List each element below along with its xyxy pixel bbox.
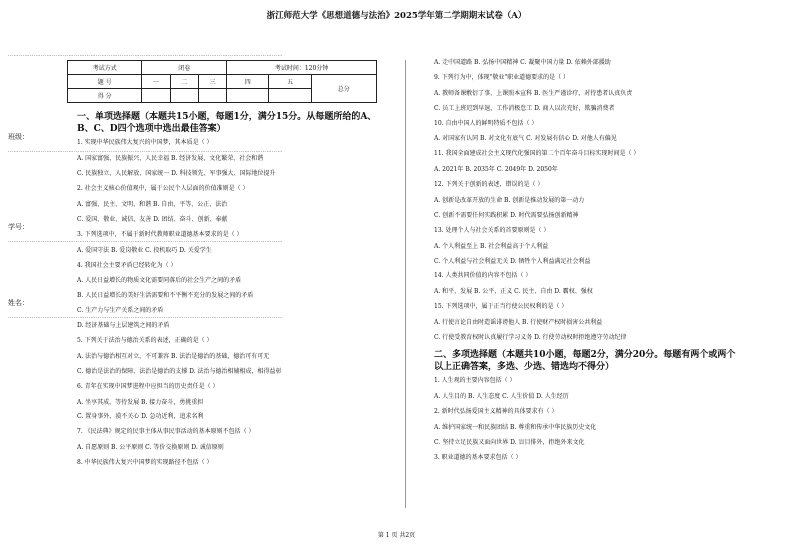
score-table: [67, 60, 377, 103]
student-id-label: 学号：: [8, 223, 29, 231]
section-heading: 一、单项选择题（本题共15小题，每题1分，满分15分。从每题所给的A、B、C、D四个选项中选出最佳答案）: [77, 112, 377, 134]
dotted-line: ……………………………………………………………………………………………………………………………………: [8, 238, 283, 244]
question-text: 5. 下列关于法治与德治关系的表述，正确的是（ ）: [77, 336, 213, 344]
dotted-line: ……………………………………………………………………………………………………………………………………: [8, 314, 283, 320]
question-text: 3. 下列选项中，不属于新时代教师职业道德基本要求的是（ ）: [77, 230, 243, 238]
question-text: 15. 下列选项中，属于正当行使公民权利的是（ ）: [434, 303, 568, 311]
right-column: [434, 60, 739, 471]
answer-options: C. 个人利益与社会利益无关 D. 牺牲个人利益满足社会利益: [434, 257, 591, 265]
answer-options: A. 富强、民主、文明、和谐 B. 自由、平等、公正、法治: [77, 200, 228, 208]
answer-options: A. 走中国道路 B. 弘扬中国精神 C. 凝聚中国力量 D. 依赖外部援助: [434, 59, 611, 66]
col-header: 二: [170, 75, 198, 89]
answer-options: A. 自愿原则 B. 公平原则 C. 等价交换原则 D. 诚信原则: [77, 444, 224, 452]
answer-options: A. 创新是改革开放的生命 B. 创新是推动发展的第一动力: [434, 197, 585, 205]
name-label: 姓名：: [8, 299, 29, 307]
answer-options: C. 爱国、敬业、诚信、友善 D. 团结、奋斗、创新、奉献: [77, 215, 228, 223]
question-text: 1. 人生观的主要内容包括（ ）: [434, 377, 516, 385]
left-column: [77, 112, 377, 476]
section-heading: 二、多项选择题（本题共10小题，每题2分，满分20分。每题有两个或两个以上正确答案，多选、少选、错选均不得分）: [434, 349, 736, 372]
question-text: 7. 《民法典》规定的民事主体从事民事活动的基本原则不包括（ ）: [77, 428, 255, 436]
answer-options: A. 法治与德治相互对立，不可兼容 B. 法治是德治的基础，德治可有可无: [77, 352, 270, 360]
answer-options: C. 生产力与生产关系之间的矛盾: [77, 307, 164, 315]
answer-options: A. 坐享其成，等待发展 B. 接力奋斗，勇挑重担: [77, 398, 204, 406]
dotted-line: ……………………………………………………………………………………………………………………………………: [8, 52, 283, 58]
question-text: 11. 我国全面建成社会主义现代化强国的第二个百年奋斗目标实现时间是（ ）: [434, 150, 640, 158]
question-text: 9. 下列行为中，体现"敬业"职业道德要求的是（ ）: [434, 73, 570, 81]
col-header: 四: [227, 75, 269, 89]
answer-options: B. 人民日益增长的美好生活需要和不平衡不充分的发展之间的矛盾: [77, 292, 254, 300]
score-cell: [170, 89, 198, 103]
col-header: 三: [198, 75, 226, 89]
answer-options: A. 爱国守法 B. 爱岗敬业 C. 投机取巧 D. 关爱学生: [77, 246, 212, 254]
answer-options: C. 民族独立、人民解放、国家统一 D. 科技领先、军事强大、国际地位提升: [77, 170, 276, 178]
score-cell: [142, 89, 170, 103]
answer-options: A. 对国家有认同 B. 对文化有底气 C. 对发展有信心 D. 对他人有偏见: [434, 135, 617, 143]
score-cell: [227, 89, 269, 103]
answer-options: A. 人民日益增长的物质文化需要同落后的社会生产之间的矛盾: [77, 277, 242, 285]
answer-options: A. 行使言论自由时造谣诽谤他人 B. 行使财产权时损害公共利益: [434, 319, 603, 327]
question-number-label: 题 号: [68, 75, 142, 89]
exam-mode-label: 考试方式: [68, 61, 142, 75]
answer-options: A. 人生目的 B. 人生态度 C. 人生价值 D. 人生经历: [434, 393, 569, 401]
question-text: 8. 中华民族伟大复兴中国梦的实现路径不包括（ ）: [77, 459, 213, 467]
question-text: 12. 下列关于创新的表述，错误的是（ ）: [434, 181, 544, 189]
answer-options: A. 国家富强、民族振兴、人民幸福 B. 经济发展、文化繁荣、社会和谐: [77, 155, 264, 163]
answer-options: D. 经济基础与上层建筑之间的矛盾: [77, 322, 170, 330]
answer-options: C. 创新不需要任何实践积累 D. 时代需要弘扬创新精神: [434, 211, 579, 219]
answer-options: A. 个人利益至上 B. 社会利益高于个人利益: [434, 242, 549, 250]
score-label: 得 分: [68, 89, 142, 103]
exam-mode-value: 闭卷: [142, 61, 227, 75]
answer-options: A. 教师备课敷衍了事，上课照本宣科 B. 医生严谨诊疗，对待患者认真负责: [434, 89, 633, 97]
answer-options: C. 员工上班迟到早退，工作消极怠工 D. 商人以次充好，欺骗消费者: [434, 104, 615, 112]
class-label: 班级：: [8, 133, 29, 141]
answer-options: C. 德治是法治的保障，法治是德治的支撑 D. 法治与德治相辅相成，相得益彰: [77, 367, 282, 375]
answer-options: A. 2021年 B. 2035年 C. 2049年 D. 2050年: [434, 166, 558, 174]
total-label: 总分: [311, 75, 376, 103]
question-text: 6. 青年在实现中国梦进程中应担当的历史责任是（ ）: [77, 382, 219, 390]
question-text: 1. 实现中华民族伟大复兴的中国梦，其本质是（ ）: [77, 139, 213, 147]
answer-options: C. 行使受教育权时认真履行学习义务 D. 行使劳动权时拒绝遵守劳动纪律: [434, 334, 627, 342]
question-text: 13. 处理个人与社会关系的首要原则是（ ）: [434, 226, 550, 234]
question-text: 2. 新时代弘扬爱国主义精神的具体要求有（ ）: [434, 408, 558, 416]
column-divider: [405, 60, 406, 508]
score-cell: [198, 89, 226, 103]
question-text: 2. 社会主义核心价值观中，属于公民个人层面的价值准则是（ ）: [77, 185, 249, 193]
score-cell: [269, 89, 311, 103]
answer-options: A. 维护国家统一和民族团结 B. 尊重和传承中华民族历史文化: [434, 423, 597, 431]
dotted-line: ……………………………………………………………………………………………………………………………………: [8, 148, 283, 154]
question-text: 3. 职业道德的基本要求包括（ ）: [434, 453, 522, 461]
question-text: 4. 我国社会主要矛盾已经转化为（ ）: [77, 261, 177, 269]
question-text: 10. 自由中国人的鲜明特质不包括（ ）: [434, 119, 538, 127]
col-header: 五: [269, 75, 311, 89]
exam-title: 浙江师范大学《思想道德与法治》2025学年第二学期期末试卷（A）: [266, 11, 527, 21]
answer-options: C. 置身事外，漠不关心 D. 急功近利，追求名利: [77, 413, 204, 421]
answer-options: A. 和平、发展 B. 公平、正义 C. 民主、自由 D. 霸权、强权: [434, 288, 593, 296]
page-number: 第 1 页 共2页: [377, 532, 416, 539]
col-header: 一: [142, 75, 170, 89]
answer-options: C. 坚持立足民族又面向世界 D. 盲目排外，拒绝外来文化: [434, 438, 585, 446]
exam-time: 考试时间：120分钟: [227, 61, 377, 75]
question-text: 14. 人类共同价值的内容不包括（ ）: [434, 272, 532, 280]
